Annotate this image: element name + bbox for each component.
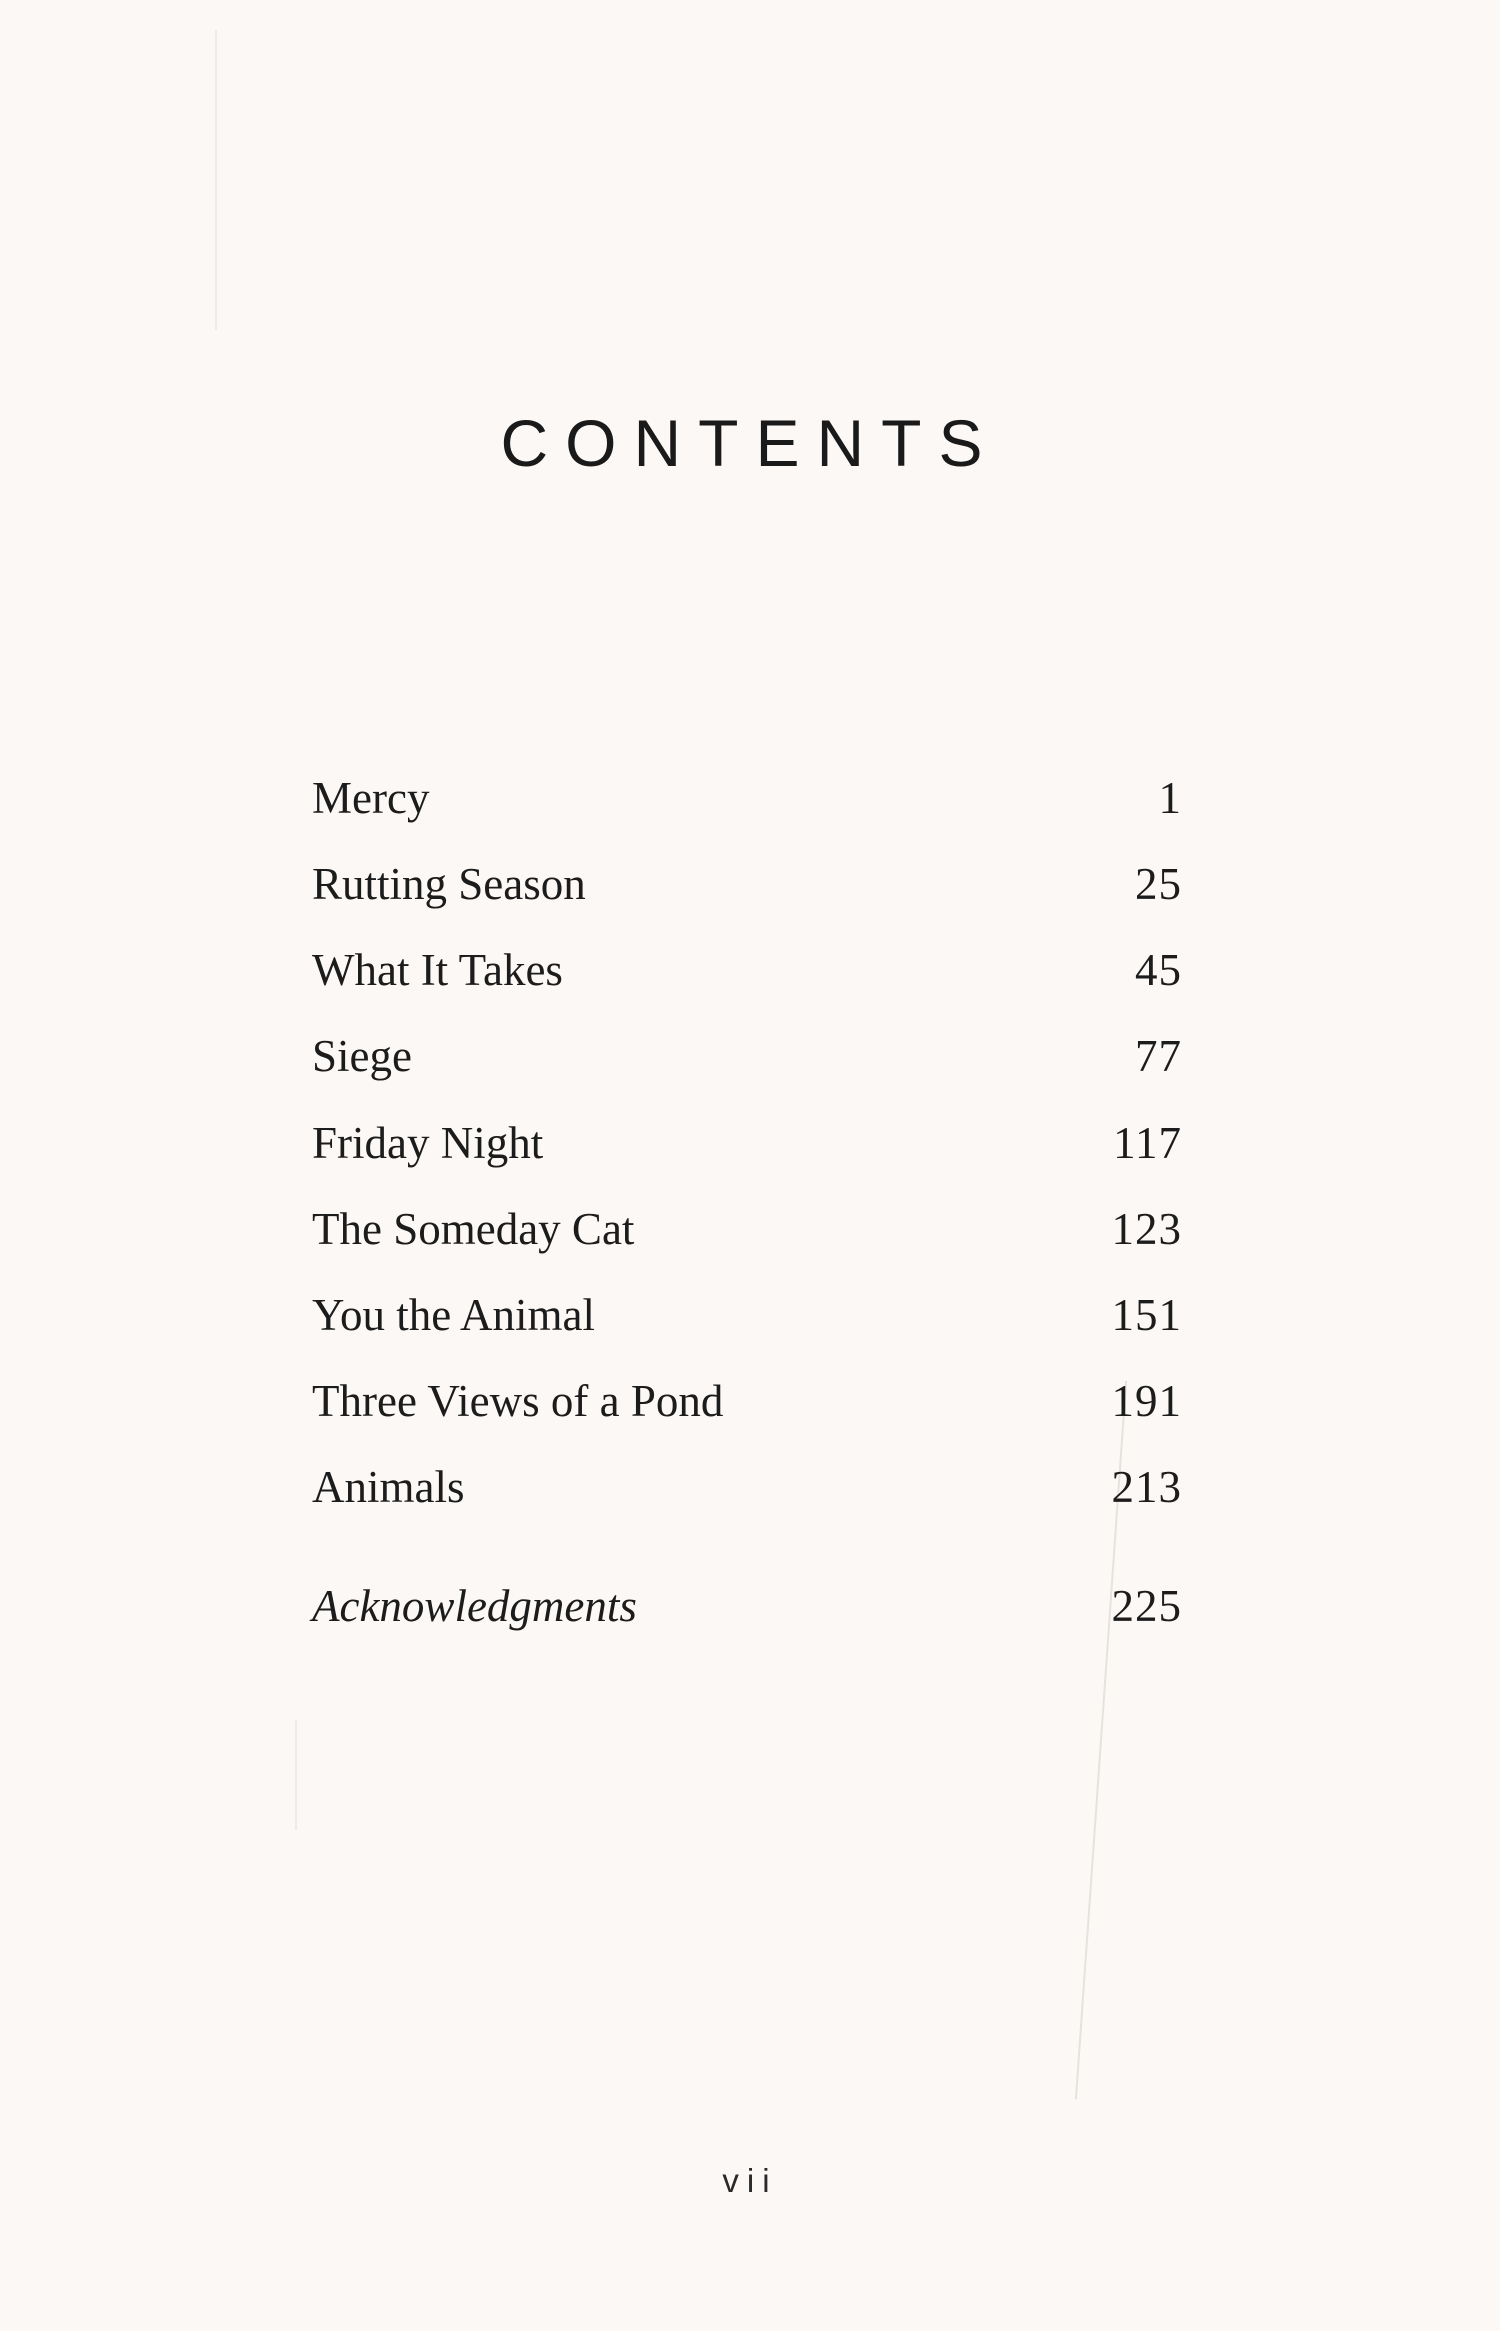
toc-entry-page: 191: [1111, 1376, 1182, 1426]
toc-entry-you-the-animal[interactable]: [312, 1289, 1182, 1349]
page-number: vii: [722, 2162, 778, 2199]
toc-entry-title: Friday Night: [312, 1118, 544, 1168]
toc-entry-the-someday-cat[interactable]: [312, 1203, 1182, 1263]
toc-entry-page: 45: [1135, 945, 1182, 995]
toc-entry-page: 123: [1111, 1204, 1182, 1254]
toc-entry-title: The Someday Cat: [312, 1204, 635, 1254]
toc-entry-title: What It Takes: [312, 945, 563, 995]
toc-entry-title: Rutting Season: [312, 859, 586, 909]
paper-crease: [295, 1720, 297, 1830]
table-of-contents: [312, 0, 1182, 2331]
toc-entry-siege[interactable]: [312, 1030, 1182, 1090]
paper-crease: [215, 30, 217, 330]
toc-entry-page: 25: [1135, 859, 1182, 909]
toc-entry-three-views-of-a-pond[interactable]: [312, 1375, 1182, 1435]
toc-entry-animals[interactable]: [312, 1461, 1182, 1521]
toc-entry-title: Acknowledgments: [312, 1581, 637, 1631]
toc-entry-page: 117: [1113, 1118, 1182, 1168]
toc-entry-page: 213: [1111, 1462, 1182, 1512]
toc-entry-title: You the Animal: [312, 1290, 595, 1340]
toc-entry-title: Three Views of a Pond: [312, 1376, 724, 1426]
toc-entry-rutting-season[interactable]: [312, 858, 1182, 918]
toc-entry-page: 1: [1158, 773, 1182, 823]
toc-entry-acknowledgments[interactable]: [312, 1580, 1182, 1640]
toc-entry-page: 225: [1111, 1581, 1182, 1631]
contents-heading: CONTENTS: [500, 406, 1000, 480]
toc-entry-title: Mercy: [312, 773, 430, 823]
toc-entry-friday-night[interactable]: [312, 1117, 1182, 1177]
toc-entry-mercy[interactable]: [312, 772, 1182, 832]
toc-entry-title: Animals: [312, 1462, 465, 1512]
toc-entry-what-it-takes[interactable]: [312, 944, 1182, 1004]
toc-entry-title: Siege: [312, 1031, 412, 1081]
toc-entry-page: 151: [1111, 1290, 1182, 1340]
toc-entry-page: 77: [1135, 1031, 1182, 1081]
